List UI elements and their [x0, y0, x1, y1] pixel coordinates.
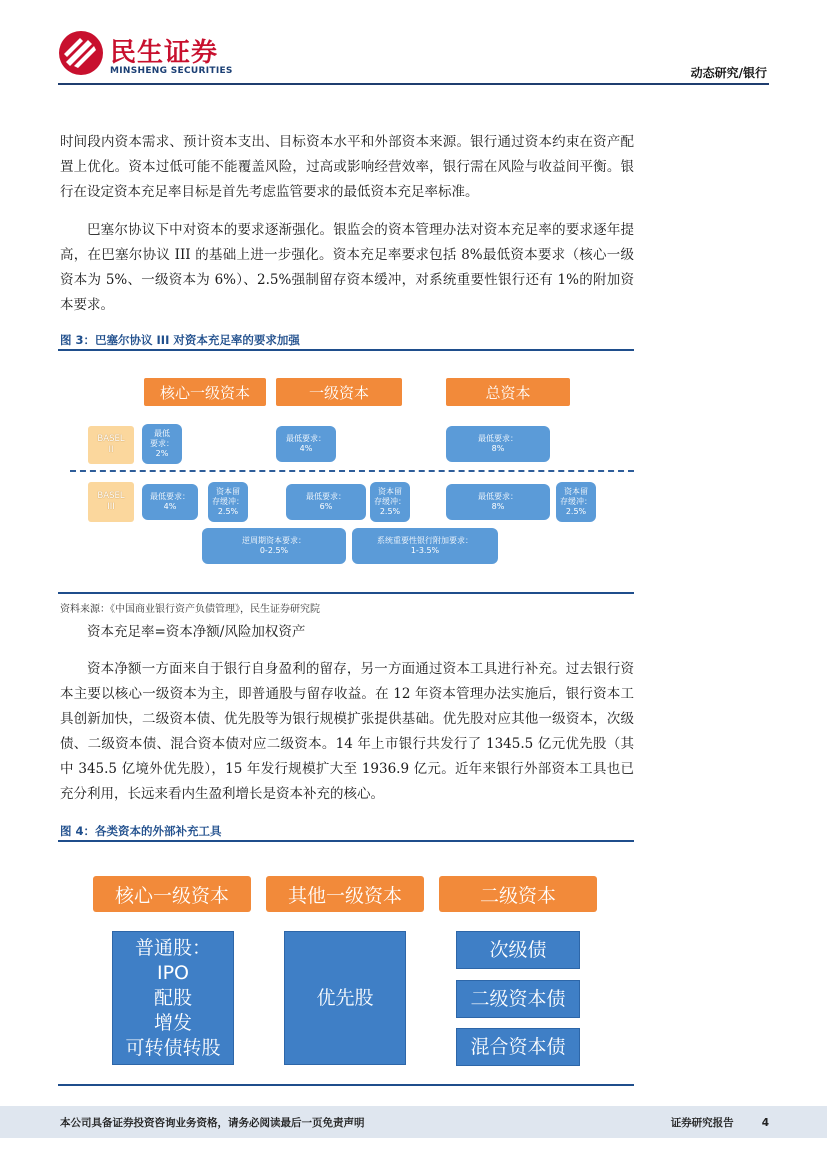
- value-line: 1-3.5%: [410, 546, 440, 555]
- fig3-header-core-tier1: 核心一级资本: [144, 378, 266, 406]
- value-line: 系统重要性银行附加要求：: [377, 536, 473, 545]
- tool-item: 增发: [153, 1011, 192, 1034]
- fig4-header-core-tier1: 核心一级资本: [93, 876, 251, 912]
- value-line: 2.5%: [565, 507, 587, 516]
- basel-iii-line2: III: [107, 502, 115, 512]
- basel-ii-line2: II: [108, 445, 114, 455]
- footer-disclaimer: 本公司具备证券投资咨询业务资格，请务必阅读最后一页免责声明: [60, 1117, 365, 1129]
- minsheng-logo-icon: [58, 30, 104, 76]
- fig3-b3-tier1-min: [286, 484, 366, 520]
- fig3-dashed-separator: [70, 470, 634, 472]
- page-number: 4: [761, 1117, 769, 1129]
- brand-name-cn: 民生证券: [110, 38, 219, 68]
- value-line: 最低要求：: [306, 492, 346, 501]
- value-line: 8%: [491, 502, 505, 511]
- figure-3-source: 资料来源：《中国商业银行资产负债管理》，民生证券研究院: [60, 604, 320, 615]
- basel-iii-line1: BASEL: [97, 491, 125, 501]
- paragraph-3: 资本净额一方面来自于银行自身盈利的留存，另一方面通过资本工具进行补充。过去银行资本主要以核心一级资本为主，即普通股与留存收益。在 12 年资本管理办法实施后，银行资本工具创新加快，二级资本债、优先股等为银行规模扩张提供基础。优先股对应其他一级资本，次级债、二级资本债、混合资本债对应二级资本。14 年上市银行共发行了 1345.5 亿元优先股（其中 345.5 亿境外优先股），15 年发行规模扩大至 1936.9 亿元。近年来银行外部资本工具也已充分利用，长远来看内生盈利增长是资本补充的核心。: [60, 661, 634, 802]
- value-line: 6%: [319, 502, 333, 511]
- value-line: 存缓冲：: [560, 497, 592, 506]
- value-line: 4%: [299, 444, 313, 453]
- value-line: 资本留: [564, 487, 588, 496]
- fig3-b3-core-buffer: [208, 482, 248, 522]
- basel-ii-line1: BASEL: [97, 434, 125, 444]
- fig3-b3-total-buffer: [556, 482, 596, 522]
- formula-line: 资本充足率=资本净额/风险加权资产: [87, 624, 306, 640]
- fig4-header-tier2: 二级资本: [439, 876, 597, 912]
- fig3-b3-core-min: [142, 484, 198, 520]
- paragraph-1: 时间段内资本需求、预计资本支出、目标资本水平和外部资本来源。银行通过资本约束在资产配置上优化。资本过低可能不能覆盖风险，过高或影响经营效率，银行需在风险与收益间平衡。银行在设定资本充足率目标是首先考虑监管要求的最低资本充足率标准。: [60, 134, 634, 200]
- fig4-tier2-subdebt: [456, 931, 580, 969]
- value-line: 2%: [155, 449, 169, 458]
- value-line: 0-2.5%: [259, 546, 289, 555]
- brand-logo: [58, 30, 248, 80]
- value-line: 逆周期资本要求：: [242, 536, 306, 545]
- fig4-tier2-bond: [456, 980, 580, 1018]
- tool-item: 普通股：: [134, 936, 211, 959]
- figure-4-caption: 图 4：各类资本的外部补充工具: [60, 824, 222, 838]
- figure-3-caption: 图 3：巴塞尔协议 III 对资本充足率的要求加强: [60, 333, 300, 347]
- fig3-b2-tier1-min: [276, 426, 336, 462]
- value-line: 存缓冲：: [374, 497, 406, 506]
- fig3-b3-tier1-buffer: [370, 482, 410, 522]
- fig3-basel-ii-label: [88, 426, 134, 464]
- value-line: 要求：: [150, 439, 174, 448]
- tool-item: 可转债转股: [125, 1036, 221, 1059]
- figure-4-top-rule: [58, 840, 634, 842]
- value-line: 8%: [491, 444, 505, 453]
- value-line: 资本留: [216, 487, 240, 496]
- figure-3-diagram: [60, 358, 634, 590]
- figure-3-top-rule: [58, 349, 634, 351]
- value-line: 最低要求：: [150, 492, 190, 501]
- fig3-header-tier1: 一级资本: [276, 378, 402, 406]
- header-divider: [58, 83, 769, 85]
- fig3-b3-total-min: [446, 484, 550, 520]
- tool-item: 次级债: [489, 938, 547, 961]
- fig3-countercyclical: [202, 528, 346, 564]
- fig3-b2-core-min: [142, 424, 182, 464]
- figure-4-diagram: [60, 855, 634, 1080]
- figure-4-bottom-rule: [58, 1084, 634, 1086]
- value-line: 最低: [154, 429, 170, 438]
- tool-item: 混合资本债: [470, 1035, 566, 1058]
- page-footer: [0, 1106, 827, 1138]
- tool-item: 配股: [153, 986, 192, 1009]
- brand-name-en: MINSHENG SECURITIES: [110, 66, 233, 76]
- footer-right: [671, 1115, 769, 1130]
- value-line: 资本留: [378, 487, 402, 496]
- figure-3-bottom-rule: [58, 592, 634, 594]
- fig4-other-tools: [284, 931, 406, 1065]
- tool-item: 优先股: [316, 986, 374, 1009]
- report-category: 动态研究/银行: [690, 66, 767, 80]
- tool-item: 二级资本债: [470, 987, 566, 1010]
- fig3-sib-surcharge: [352, 528, 498, 564]
- fig3-basel-iii-label: [88, 482, 134, 522]
- footer-report-type: 证券研究报告: [670, 1117, 734, 1129]
- value-line: 存缓冲：: [212, 497, 244, 506]
- paragraph-2: 巴塞尔协议下中对资本的要求逐渐强化。银监会的资本管理办法对资本充足率的要求逐年提高，在巴塞尔协议 III 的基础上进一步强化。资本充足率要求包括 8%最低资本要求（核心一级资本为 5%、一级资本为 6%）、2.5%强制留存资本缓冲，对系统重要性银行还有 1%的附加资本要求。: [60, 222, 634, 313]
- value-line: 2.5%: [217, 507, 239, 516]
- value-line: 2.5%: [379, 507, 401, 516]
- fig3-header-total: 总资本: [446, 378, 570, 406]
- fig4-header-other-tier1: 其他一级资本: [266, 876, 424, 912]
- value-line: 最低要求：: [478, 492, 518, 501]
- value-line: 最低要求：: [286, 434, 326, 443]
- fig3-b2-total-min: [446, 426, 550, 462]
- fig4-core-tools: [112, 931, 234, 1065]
- fig4-tier2-hybrid: [456, 1028, 580, 1066]
- value-line: 4%: [163, 502, 177, 511]
- tool-item: IPO: [156, 961, 190, 984]
- value-line: 最低要求：: [478, 434, 518, 443]
